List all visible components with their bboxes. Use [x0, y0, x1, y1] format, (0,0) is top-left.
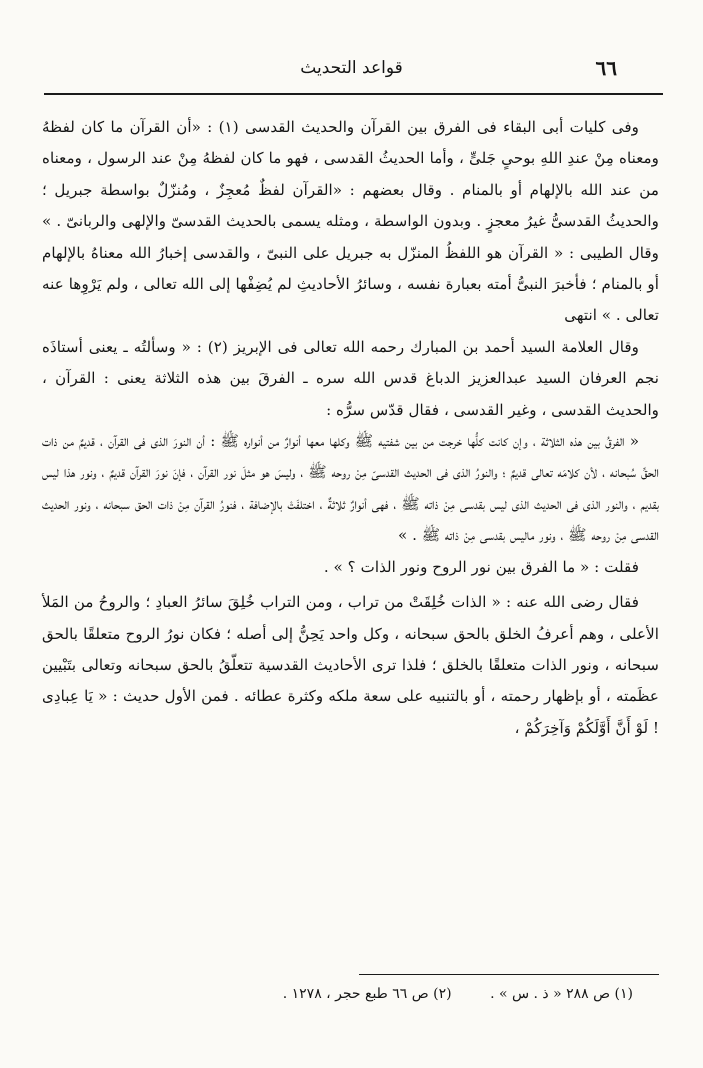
paragraph-5: فقال رضى الله عنه : « الذات خُلِقَتْ من تراب ، ومن التراب خُلِقَ سائرُ العبادِ ؛ والروحُ من المَلأ الأعلى ، وهم أعرفُ الخلق بالحق سبحانه ، وكل واحد يَحِنُّ إلى أصله ؛ فكان نورُ الروح متعلقًا بالحق سبحانه ، ونور الذات متعلقًا بالخلق ؛ فلذا ترى الأحاديث القدسية تتعلّقُ بالحق سبحانه وتعالى بتَبْيين عظَمته ، أو بإظهار رحمته ، أو بالتنبيه على سعة ملكه وكثرة عطائه . فمن الأول حديث : « يَا عِبادِى ! لَوْ أَنَّ أَوَّلَكُمْ وَآخِرَكُمْ ، — [42, 593, 659, 737]
footnote-2: (٢) ص ٦٦ طبع حجر ، ١٢٧٨ . — [282, 986, 452, 1002]
page-number: ٦٦ — [595, 56, 617, 80]
paragraph-2: وقال العلامة السيد أحمد بن المبارك رحمه الله تعالى فى الإبريز (٢) : « وسألتُه ـ يعنى أستاذَه نجم العرفان السيد عبدالعزيز الدباغ قدس الله سره ـ الفرقَ بين هذه الثلاثة يعنى : القرآن ، والحديث القدسى ، وغير القدسى ، فقال قدّس سرُّه : — [42, 337, 659, 419]
footnote-rule — [359, 974, 659, 975]
body-text — [42, 112, 659, 744]
footnote-1: (١) ص ٢٨٨ « ذ . س » . — [490, 986, 633, 1002]
running-title: قواعد التحديث — [300, 58, 403, 78]
paragraph-3: « الفرقُ بين هذه الثلاثة ، وإن كانت كلُّها خرجت من بين شفتيه ﷺ وكلها معها أنوارٌ من أنواره ﷺ : أن النورَ الذى فى القرآن ، قديمٌ من ذات الحقِّ سُبحانه ، لأن كلامَه تعالى قديمٌ ؛ والنورُ الذى فى الحديث القدسىّ مِنْ روحه ﷺ ، وليسَ هو مثلَ نور القرآن ، فإنَ نورَ القرآن قديمٌ ، ونور هذا ليس بقديم ، والنور الذى فى الحديث الذى ليس بقدسى مِنْ ذاته ﷺ ، فهى أنوارٌ ثلاثةٌ ، اختلفَتْ بالإضافة ، فنورُ القرآن مِنْ ذات الحق سبحانه ، ونور الحديث القدسى مِنْ روحه ﷺ ، ونور ماليس بقدسى مِنْ ذاته ﷺ . » — [42, 432, 659, 545]
paragraph-4: فقلت : « ما الفرق بين نور الروح ونور الذات ؟ » . — [323, 557, 639, 576]
paragraph-1: وفى كليات أبى البقاء فى الفرق بين القرآن والحديث القدسى (١) : «أن القرآن ما كان لفظهُ ومعناه مِنْ عندِ اللهِ بوحىٍ جَلىٍّ ، وأما الحديثُ القدسى ، فهو ما كان لفظهُ مِنْ عند الرسول ، ومعناه من عند الله بالإلهام أو بالمنام . وقال بعضهم : «القرآن لفظٌ مُعجِزٌ ، ومُنزّلٌ بواسطة جبريل ؛ والحديثُ القدسىُّ غيرُ معجزٍ . وبدون الواسطة ، ومثله يسمى بالحديث القدسىّ والإلهى والربانىّ . » وقال الطيبى : « القرآن هو اللفظُ المنزّل به جبريل على النبىّ ، والقدسى إخبارُ الله معناهُ بالإلهام أو بالمنام ؛ فأخبرَ النبىُّ أمته بعبارة نفسه ، وسائرُ الأحاديثِ لم يُضِفْها إلى الله تعالى ، ولم يَرْوِها عنه تعالى . » انتهى — [42, 118, 659, 325]
header-rule — [44, 93, 663, 95]
page-header — [44, 52, 659, 88]
footnotes — [120, 986, 633, 1002]
